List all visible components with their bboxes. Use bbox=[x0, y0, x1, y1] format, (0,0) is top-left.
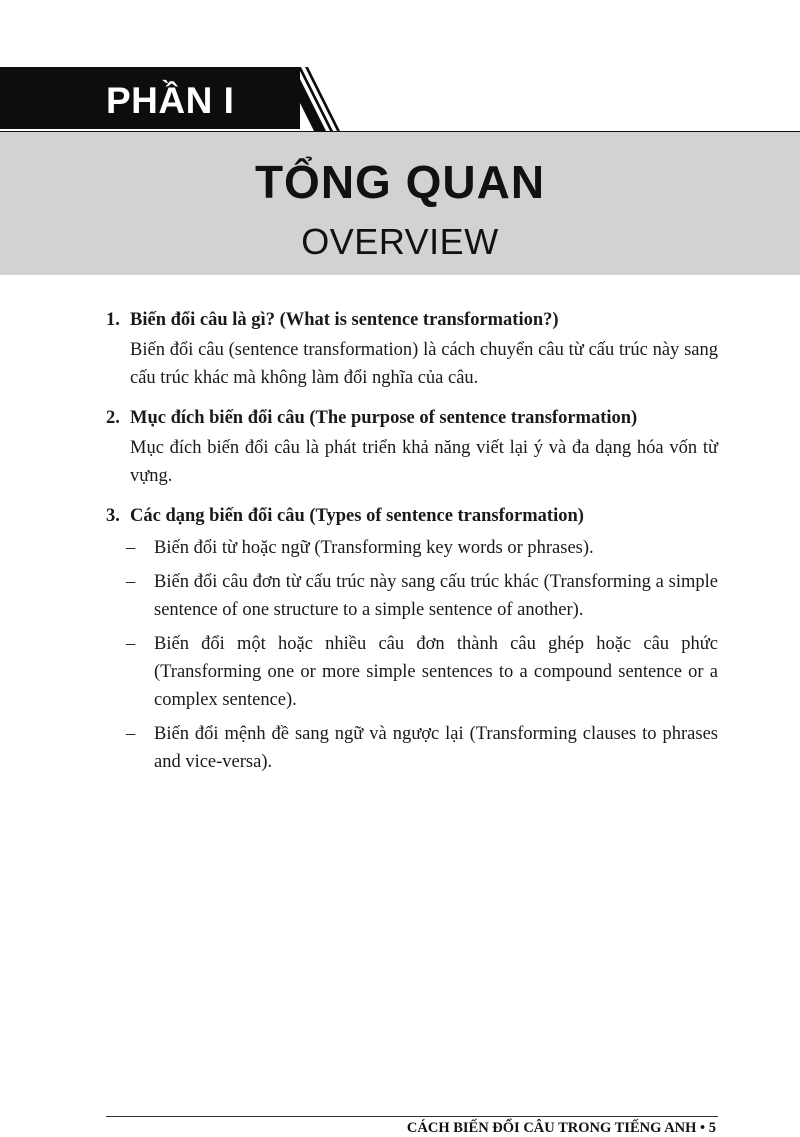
section-heading-text: Các dạng biến đổi câu (Types of sentence transformation) bbox=[130, 506, 584, 526]
list-item-text: Biến đổi mệnh đề sang ngữ và ngược lại (Transforming clauses to phrases and vice-versa). bbox=[154, 724, 718, 772]
content bbox=[106, 306, 718, 788]
section-number: 2. bbox=[106, 408, 120, 428]
bullet-dash: – bbox=[126, 572, 136, 592]
page-footer bbox=[407, 1119, 716, 1137]
section-definition bbox=[106, 306, 718, 392]
list-item bbox=[106, 568, 718, 624]
section-body: Biến đổi câu (sentence transformation) là cách chuyển câu từ cấu trúc này sang cấu trúc khác mà không làm đổi nghĩa của câu. bbox=[130, 340, 718, 388]
footer-book-title: CÁCH BIẾN ĐỔI CÂU TRONG TIẾNG ANH bbox=[406, 1120, 697, 1136]
list-item bbox=[106, 720, 718, 776]
bullet-dash: – bbox=[126, 634, 136, 654]
page-subtitle: OVERVIEW bbox=[301, 221, 499, 262]
diagonal-stripes-decoration bbox=[282, 67, 342, 131]
list-item bbox=[106, 630, 718, 714]
section-types bbox=[106, 502, 718, 776]
list-item-text: Biến đổi một hoặc nhiều câu đơn thành câu ghép hoặc câu phức (Transforming one or more simple sentences to a compound sentence or a complex sentence). bbox=[154, 634, 718, 710]
bullet-dash: – bbox=[126, 538, 136, 558]
section-body: Mục đích biến đổi câu là phát triển khả năng viết lại ý và đa dạng hóa vốn từ vựng. bbox=[130, 438, 718, 486]
section-heading bbox=[106, 306, 718, 334]
list-item-text: Biến đổi câu đơn từ cấu trúc này sang cấu trúc khác (Transforming a simple sentence of one structure to a simple sentence of another). bbox=[154, 572, 718, 620]
page-title: TỔNG QUAN bbox=[254, 156, 546, 208]
section-number: 1. bbox=[106, 310, 120, 330]
footer-separator: • bbox=[700, 1120, 706, 1136]
bullet-list bbox=[106, 534, 718, 776]
page-number: 5 bbox=[708, 1120, 716, 1136]
section-heading bbox=[106, 404, 718, 432]
section-purpose bbox=[106, 404, 718, 490]
section-heading-text: Biến đổi câu là gì? (What is sentence transformation?) bbox=[130, 310, 559, 330]
list-item-text: Biến đổi từ hoặc ngữ (Transforming key words or phrases). bbox=[154, 538, 594, 558]
list-item bbox=[106, 534, 718, 562]
section-number: 3. bbox=[106, 506, 120, 526]
section-heading-text: Mục đích biến đổi câu (The purpose of sentence transformation) bbox=[130, 408, 638, 428]
part-label: PHẦN I bbox=[106, 80, 235, 121]
footer-rule bbox=[106, 1116, 718, 1117]
bullet-dash: – bbox=[126, 724, 136, 744]
section-heading bbox=[106, 502, 718, 530]
